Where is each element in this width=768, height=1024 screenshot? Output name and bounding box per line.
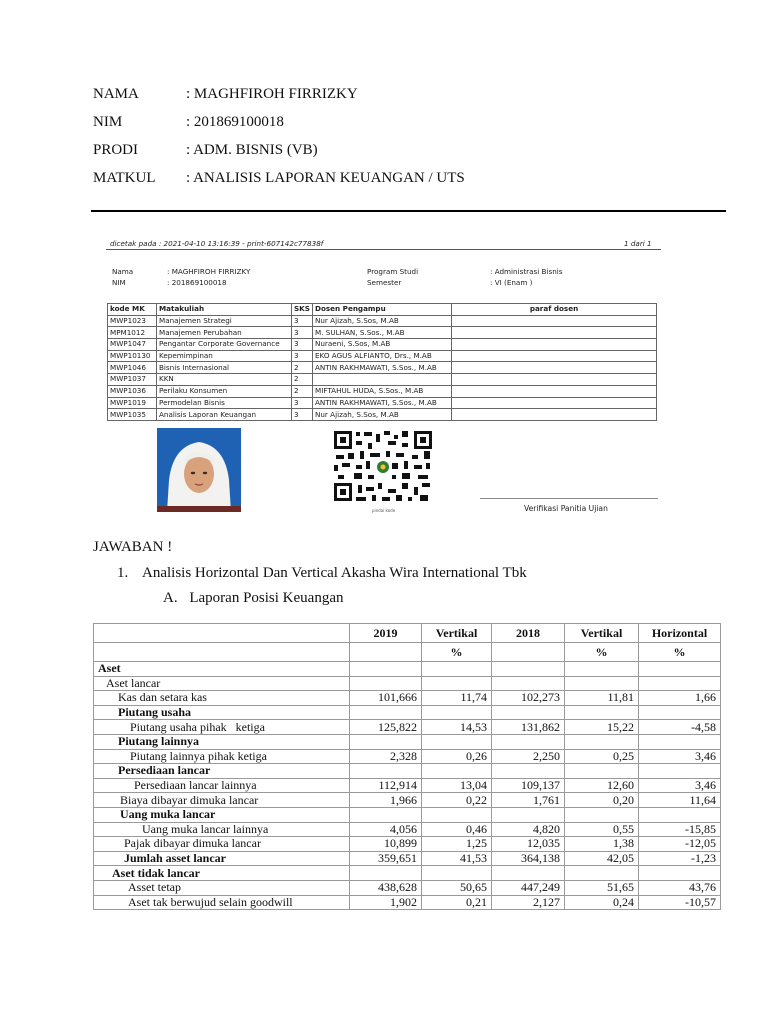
identity-value: : ADM. BISNIS (VB) — [186, 142, 318, 158]
question-1 — [117, 565, 527, 582]
course-sks: 3 — [292, 327, 313, 339]
fin-2019-value: 2,328 — [350, 749, 422, 764]
fin-header-row-2 — [94, 643, 721, 662]
fin-vertikal-2019: 0,26 — [422, 749, 492, 764]
course-sks: 2 — [292, 362, 313, 374]
fin-header-label-cell — [94, 624, 350, 643]
fin-header-empty — [94, 643, 350, 662]
identity-value: : ANALISIS LAPORAN KEUANGAN / UTS — [186, 170, 465, 186]
fin-vertikal-2018 — [565, 807, 639, 822]
fin-vertikal-2019: 13,04 — [422, 778, 492, 793]
fin-row — [94, 822, 721, 837]
fin-vertikal-2019 — [422, 764, 492, 779]
fin-horizontal: -15,85 — [639, 822, 721, 837]
fin-horizontal: -1,23 — [639, 851, 721, 866]
fin-vertikal-2019: 0,22 — [422, 793, 492, 808]
fin-row-label: Uang muka lancar — [94, 807, 350, 822]
fin-horizontal: 43,76 — [639, 880, 721, 895]
fin-2019-value: 1,966 — [350, 793, 422, 808]
course-code: MWP1046 — [108, 362, 157, 374]
card-top-line — [106, 249, 661, 250]
course-row — [108, 409, 657, 421]
fin-2018-value: 447,249 — [492, 880, 565, 895]
fin-vertikal-2019: 0,21 — [422, 895, 492, 910]
fin-vertikal-2018 — [565, 662, 639, 677]
fin-vertikal-2018: 0,25 — [565, 749, 639, 764]
fin-2019-value — [350, 705, 422, 720]
course-sks: 3 — [292, 315, 313, 327]
fin-2019-value: 125,822 — [350, 720, 422, 735]
qr-caption: pindai kode — [372, 508, 396, 513]
fin-vertikal-2018 — [565, 705, 639, 720]
fin-2019-value: 4,056 — [350, 822, 422, 837]
exam-card — [106, 236, 664, 526]
card-nim-value: : 201869100018 — [167, 278, 227, 287]
identity-label: NIM — [93, 114, 123, 130]
fin-row-label: Piutang usaha pihak ketiga — [94, 720, 350, 735]
fin-2018-value — [492, 866, 565, 881]
fin-2019-value — [350, 734, 422, 749]
fin-horizontal: 3,46 — [639, 749, 721, 764]
col-dosen: Dosen Pengampu — [313, 304, 452, 316]
fin-horizontal: -10,57 — [639, 895, 721, 910]
fin-vertikal-2018: 1,38 — [565, 837, 639, 852]
fin-vertikal-2019: 11,74 — [422, 691, 492, 706]
fin-row-label: Persediaan lancar — [94, 764, 350, 779]
fin-row — [94, 778, 721, 793]
fin-2019-value — [350, 866, 422, 881]
course-signature-cell — [452, 374, 657, 386]
fin-vertikal-2019: 41,53 — [422, 851, 492, 866]
course-sks: 3 — [292, 350, 313, 362]
course-name: Analisis Laporan Keuangan — [157, 409, 292, 421]
course-signature-cell — [452, 315, 657, 327]
fin-vertikal-2018: 15,22 — [565, 720, 639, 735]
fin-horizontal: 3,46 — [639, 778, 721, 793]
question-1-text: Analisis Horizontal Dan Vertical Akasha Wira International Tbk — [142, 565, 527, 581]
fin-vertikal-2018: 0,20 — [565, 793, 639, 808]
fin-vertikal-2018: 51,65 — [565, 880, 639, 895]
fin-2019-value: 101,666 — [350, 691, 422, 706]
course-row — [108, 315, 657, 327]
course-name: Perilaku Konsumen — [157, 385, 292, 397]
student-photo — [157, 428, 241, 512]
fin-2018-value: 364,138 — [492, 851, 565, 866]
course-row — [108, 339, 657, 351]
fin-2018-value: 2,127 — [492, 895, 565, 910]
course-code: MWP1035 — [108, 409, 157, 421]
fin-row-label: Aset tak berwujud selain goodwill — [94, 895, 350, 910]
fin-row — [94, 837, 721, 852]
course-row — [108, 374, 657, 386]
course-name: KKN — [157, 374, 292, 386]
course-sks: 3 — [292, 409, 313, 421]
fin-header-2018: 2018 — [492, 624, 565, 643]
fin-2018-value — [492, 662, 565, 677]
fin-vertikal-2019: 50,65 — [422, 880, 492, 895]
course-table-header — [108, 304, 657, 316]
fin-header-horizontal: Horizontal — [639, 624, 721, 643]
fin-vertikal-2019 — [422, 662, 492, 677]
fin-row — [94, 895, 721, 910]
fin-row — [94, 676, 721, 691]
fin-row — [94, 866, 721, 881]
fin-2019-value — [350, 676, 422, 691]
fin-row — [94, 851, 721, 866]
course-lecturer — [313, 374, 452, 386]
col-kode: kode MK — [108, 304, 157, 316]
identity-label: NAMA — [93, 86, 139, 102]
fin-vertikal-2019 — [422, 807, 492, 822]
fin-horizontal — [639, 807, 721, 822]
fin-row-label: Piutang lainnya pihak ketiga — [94, 749, 350, 764]
card-semester-value: : VI (Enam ) — [490, 278, 533, 287]
course-name: Manajemen Perubahan — [157, 327, 292, 339]
fin-horizontal: 1,66 — [639, 691, 721, 706]
fin-row-label: Asset tetap — [94, 880, 350, 895]
course-signature-cell — [452, 409, 657, 421]
fin-header-2019: 2019 — [350, 624, 422, 643]
identity-label: MATKUL — [93, 170, 156, 186]
fin-row-label: Aset lancar — [94, 676, 350, 691]
fin-header-pct-2: % — [565, 643, 639, 662]
course-code: MWP10130 — [108, 350, 157, 362]
fin-2018-value — [492, 676, 565, 691]
verification-label: Verifikasi Panitia Ujian — [524, 504, 608, 513]
fin-header-vertikal-2: Vertikal — [565, 624, 639, 643]
course-code: MWP1019 — [108, 397, 157, 409]
course-row — [108, 397, 657, 409]
fin-2019-value: 1,902 — [350, 895, 422, 910]
fin-row-label: Aset tidak lancar — [94, 866, 350, 881]
fin-2018-value — [492, 705, 565, 720]
fin-vertikal-2019 — [422, 676, 492, 691]
course-signature-cell — [452, 385, 657, 397]
fin-vertikal-2018: 0,55 — [565, 822, 639, 837]
fin-header-row-1 — [94, 624, 721, 643]
fin-row — [94, 705, 721, 720]
fin-2019-value — [350, 662, 422, 677]
course-signature-cell — [452, 339, 657, 351]
course-code: MWP1023 — [108, 315, 157, 327]
question-1-number: 1. — [117, 565, 129, 581]
fin-row-label: Pajak dibayar dimuka lancar — [94, 837, 350, 852]
qr-code — [332, 429, 434, 505]
fin-row — [94, 880, 721, 895]
course-code: MWP1036 — [108, 385, 157, 397]
fin-row-label: Piutang lainnya — [94, 734, 350, 749]
student-photo-illustration — [157, 428, 241, 512]
fin-horizontal: -12,05 — [639, 837, 721, 852]
question-1a — [163, 590, 343, 607]
fin-2018-value: 131,862 — [492, 720, 565, 735]
identity-value: : MAGHFIROH FIRRIZKY — [186, 86, 358, 102]
question-1a-text: Laporan Posisi Keuangan — [189, 590, 344, 606]
course-lecturer: Nur Ajizah, S.Sos, M.AB — [313, 315, 452, 327]
fin-row-label: Persediaan lancar lainnya — [94, 778, 350, 793]
fin-row — [94, 720, 721, 735]
course-lecturer: EKO AGUS ALFIANTO, Drs., M.AB — [313, 350, 452, 362]
fin-header-empty — [350, 643, 422, 662]
fin-horizontal — [639, 734, 721, 749]
course-row — [108, 385, 657, 397]
fin-vertikal-2019: 14,53 — [422, 720, 492, 735]
identity-value: : 201869100018 — [186, 114, 284, 130]
fin-2019-value — [350, 764, 422, 779]
fin-row — [94, 807, 721, 822]
fin-row — [94, 749, 721, 764]
course-name: Manajemen Strategi — [157, 315, 292, 327]
fin-2019-value: 438,628 — [350, 880, 422, 895]
course-lecturer: MIFTAHUL HUDA, S.Sos., M.AB — [313, 385, 452, 397]
card-nama-label: Nama — [112, 267, 134, 276]
fin-vertikal-2018: 42,05 — [565, 851, 639, 866]
course-sks: 2 — [292, 374, 313, 386]
course-name: Pengantar Corporate Governance — [157, 339, 292, 351]
fin-header-vertikal-1: Vertikal — [422, 624, 492, 643]
fin-row-label: Aset — [94, 662, 350, 677]
course-name: Kepemimpinan — [157, 350, 292, 362]
fin-vertikal-2019: 0,46 — [422, 822, 492, 837]
fin-row-label: Kas dan setara kas — [94, 691, 350, 706]
page-indicator: 1 dari 1 — [624, 239, 652, 248]
fin-vertikal-2019 — [422, 866, 492, 881]
course-signature-cell — [452, 362, 657, 374]
header-divider — [91, 210, 726, 212]
fin-horizontal: 11,64 — [639, 793, 721, 808]
fin-2018-value: 109,137 — [492, 778, 565, 793]
course-lecturer: Nuraeni, S.Sos, M.AB — [313, 339, 452, 351]
card-nama-value: : MAGHFIROH FIRRIZKY — [167, 267, 251, 276]
fin-horizontal — [639, 662, 721, 677]
fin-header-pct-1: % — [422, 643, 492, 662]
course-code: MWP1047 — [108, 339, 157, 351]
course-lecturer: Nur Ajizah, S.Sos, M.AB — [313, 409, 452, 421]
fin-row-label: Uang muka lancar lainnya — [94, 822, 350, 837]
fin-row — [94, 793, 721, 808]
fin-header-pct-3: % — [639, 643, 721, 662]
fin-header-empty — [492, 643, 565, 662]
course-row — [108, 350, 657, 362]
fin-2019-value — [350, 807, 422, 822]
answer-heading: JAWABAN ! — [93, 539, 173, 555]
fin-2018-value: 12,035 — [492, 837, 565, 852]
fin-row-label: Piutang usaha — [94, 705, 350, 720]
card-prodi-value: : Administrasi Bisnis — [490, 267, 563, 276]
course-sks: 3 — [292, 339, 313, 351]
fin-2018-value: 4,820 — [492, 822, 565, 837]
fin-vertikal-2019 — [422, 705, 492, 720]
course-name: Bisnis Internasional — [157, 362, 292, 374]
verification-signature-line — [480, 498, 658, 499]
fin-horizontal: -4,58 — [639, 720, 721, 735]
fin-horizontal — [639, 764, 721, 779]
fin-2019-value: 10,899 — [350, 837, 422, 852]
course-signature-cell — [452, 397, 657, 409]
fin-2018-value: 102,273 — [492, 691, 565, 706]
fin-vertikal-2018 — [565, 676, 639, 691]
card-nim-label: NIM — [112, 278, 126, 287]
fin-row — [94, 691, 721, 706]
course-lecturer: M. SULHAN, S.Sos., M.AB — [313, 327, 452, 339]
col-sks: SKS — [292, 304, 313, 316]
card-semester-label: Semester — [367, 278, 402, 287]
fin-2018-value — [492, 764, 565, 779]
fin-2018-value: 2,250 — [492, 749, 565, 764]
course-signature-cell — [452, 327, 657, 339]
course-sks: 3 — [292, 397, 313, 409]
fin-vertikal-2018 — [565, 734, 639, 749]
fin-vertikal-2019: 1,25 — [422, 837, 492, 852]
course-code: MWP1037 — [108, 374, 157, 386]
course-sks: 2 — [292, 385, 313, 397]
print-timestamp: dicetak pada : 2021-04-10 13:16:39 - print-607142c77838f — [110, 239, 324, 248]
course-lecturer: ANTIN RAKHMAWATI, S.Sos., M.AB — [313, 362, 452, 374]
fin-row-label: Jumlah asset lancar — [94, 851, 350, 866]
fin-vertikal-2019 — [422, 734, 492, 749]
fin-vertikal-2018: 11,81 — [565, 691, 639, 706]
financial-position-table — [93, 623, 721, 910]
fin-2019-value: 359,651 — [350, 851, 422, 866]
fin-vertikal-2018 — [565, 866, 639, 881]
fin-row — [94, 764, 721, 779]
fin-2018-value — [492, 807, 565, 822]
fin-row — [94, 662, 721, 677]
fin-row-label: Biaya dibayar dimuka lancar — [94, 793, 350, 808]
fin-horizontal — [639, 866, 721, 881]
fin-vertikal-2018: 0,24 — [565, 895, 639, 910]
col-matakuliah: Matakuliah — [157, 304, 292, 316]
course-table — [107, 303, 657, 421]
fin-2019-value: 112,914 — [350, 778, 422, 793]
card-prodi-label: Program Studi — [367, 267, 419, 276]
fin-horizontal — [639, 705, 721, 720]
fin-vertikal-2018: 12,60 — [565, 778, 639, 793]
fin-horizontal — [639, 676, 721, 691]
question-1a-number: A. — [163, 590, 178, 606]
fin-2018-value: 1,761 — [492, 793, 565, 808]
course-signature-cell — [452, 350, 657, 362]
fin-vertikal-2018 — [565, 764, 639, 779]
course-name: Permodelan Bisnis — [157, 397, 292, 409]
course-code: MPM1012 — [108, 327, 157, 339]
fin-2018-value — [492, 734, 565, 749]
col-paraf: paraf dosen — [452, 304, 657, 316]
course-lecturer: ANTIN RAKHMAWATI, S.Sos., M.AB — [313, 397, 452, 409]
fin-row — [94, 734, 721, 749]
course-row — [108, 327, 657, 339]
course-row — [108, 362, 657, 374]
identity-label: PRODI — [93, 142, 139, 158]
